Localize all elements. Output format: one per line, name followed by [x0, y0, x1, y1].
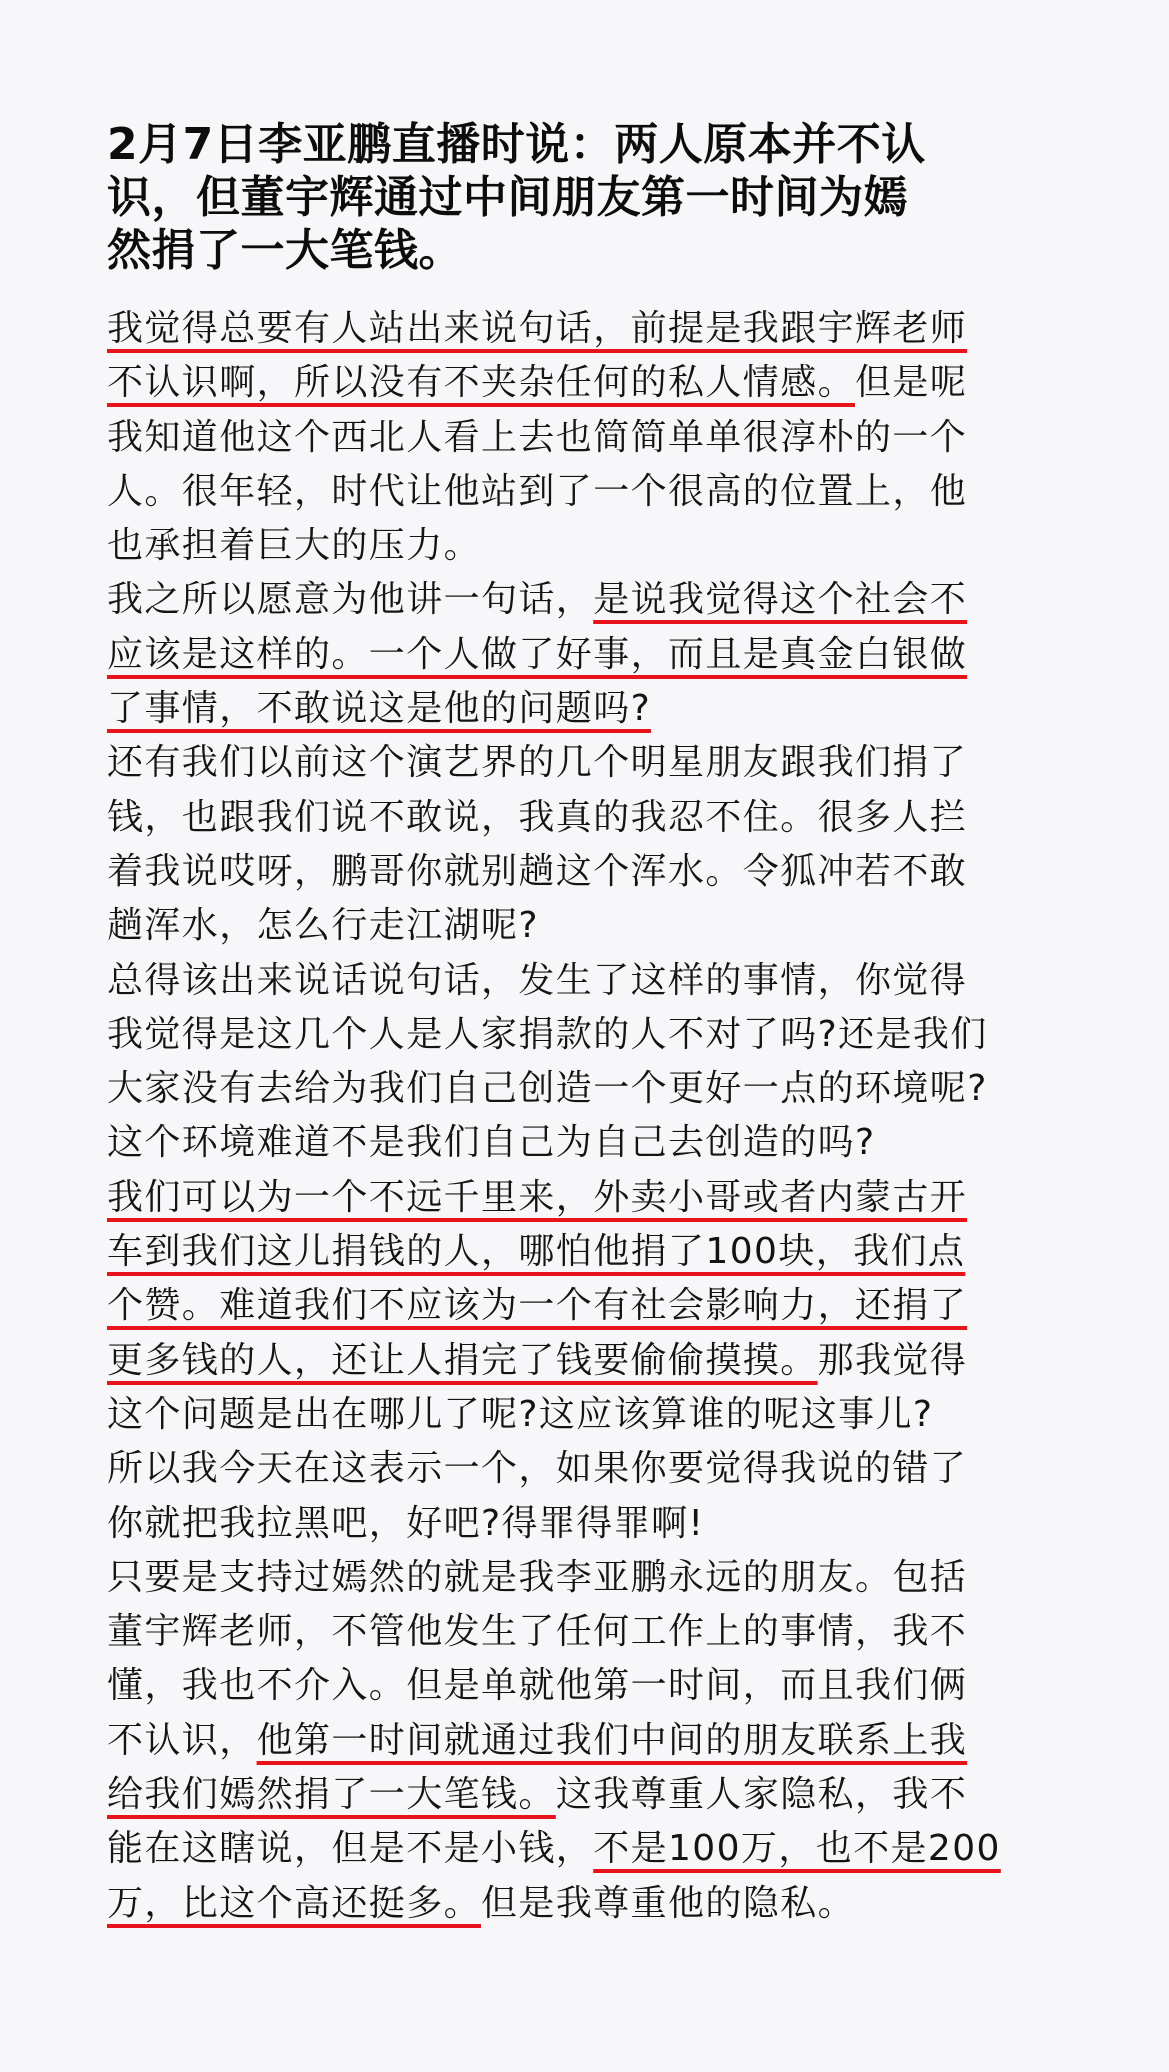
plain-text: 董宇辉老师，不管他发生了任何工作上的事情，我不: [107, 1611, 968, 1653]
text-line: [107, 1659, 1007, 1713]
text-line: [107, 1822, 1007, 1876]
underlined-highlight: 车到我们这儿捐钱的人，哪怕他捐了100块，我们点: [107, 1231, 966, 1273]
text-line: [107, 736, 1007, 790]
title-line: 然捐了一大笔钱。: [107, 225, 463, 276]
text-line: [107, 845, 1007, 899]
underlined-highlight: 给我们嫣然捐了一大笔钱。: [107, 1774, 556, 1816]
plain-text: 不认识，: [107, 1719, 257, 1761]
plain-text: 大家没有去给为我们自己创造一个更好一点的环境呢?: [107, 1068, 988, 1110]
text-line: [107, 519, 1007, 573]
plain-text: 但是呢: [855, 362, 968, 404]
underlined-highlight: 他第一时间就通过我们中间的朋友联系上我: [256, 1719, 968, 1761]
title-line: 识，但董宇辉通过中间朋友第一时间为嫣: [107, 172, 908, 223]
plain-text: 着我说哎呀，鹏哥你就别趟这个浑水。令狐冲若不敢: [107, 850, 968, 892]
plain-text: 我知道他这个西北人看上去也简简单单很淳朴的一个: [107, 416, 968, 458]
text-line: [107, 899, 1007, 953]
underlined-highlight: 万，比这个高还挺多。: [107, 1882, 482, 1924]
underlined-highlight: 更多钱的人，还让人捐完了钱要偷偷摸摸。: [107, 1339, 818, 1381]
plain-text: 你就把我拉黑吧，好吧?得罪得罪啊!: [107, 1502, 705, 1544]
text-line: [107, 356, 1007, 410]
text-line: [107, 1116, 1007, 1170]
underlined-highlight: 不认识啊，所以没有不夹杂任何的私人情感。: [107, 362, 856, 404]
text-line: [107, 1551, 1007, 1605]
plain-text: 所以我今天在这表示一个，如果你要觉得我说的错了: [107, 1448, 968, 1490]
plain-text: 还有我们以前这个演艺界的几个明星朋友跟我们捐了: [107, 742, 968, 784]
plain-text: 这个问题是出在哪儿了呢?这应该算谁的呢这事儿?: [107, 1393, 934, 1435]
text-line: [107, 791, 1007, 845]
text-line: [107, 573, 1007, 627]
text-line: [107, 1497, 1007, 1551]
text-line: [107, 465, 1007, 519]
text-line: [107, 1334, 1007, 1388]
text-line: [107, 1605, 1007, 1659]
text-line: [107, 1171, 1007, 1225]
plain-text: 钱，也跟我们说不敢说，我真的我忍不住。很多人拦: [107, 796, 968, 838]
underlined-highlight: 不是100万，也不是200: [593, 1828, 1001, 1870]
plain-text: 能在这瞎说，但是不是小钱，: [107, 1828, 594, 1870]
underlined-highlight: 我觉得总要有人站出来说句话，前提是我跟宇辉老师: [107, 308, 968, 349]
plain-text: 趟浑水，怎么行走江湖呢?: [107, 905, 539, 947]
underlined-highlight: 应该是这样的。一个人做了好事，而且是真金白银做: [107, 633, 968, 675]
text-line: [107, 682, 1007, 736]
underlined-highlight: 我们可以为一个不远千里来，外卖小哥或者内蒙古开: [107, 1176, 968, 1218]
plain-text: 这个环境难道不是我们自己为自己去创造的吗?: [107, 1122, 876, 1164]
text-line: [107, 1768, 1007, 1822]
plain-text: 那我觉得: [817, 1339, 968, 1381]
text-line: [107, 302, 1007, 356]
text-line: [107, 954, 1007, 1008]
plain-text: 我之所以愿意为他讲一句话，: [107, 579, 594, 621]
text-line: [107, 1877, 1007, 1931]
plain-text: 总得该出来说话说句话，发生了这样的事情，你觉得: [107, 959, 968, 1001]
plain-text: 人。很年轻，时代让他站到了一个很高的位置上，他: [107, 470, 968, 512]
plain-text: 只要是支持过嫣然的就是我李亚鹏永远的朋友。包括: [107, 1556, 968, 1598]
title-line: 2月7日李亚鹏直播时说：两人原本并不认: [107, 119, 926, 170]
underlined-highlight: 是说我觉得这个社会不: [593, 579, 968, 621]
text-line: [107, 1442, 1007, 1496]
text-line: [107, 628, 1007, 682]
plain-text: 懂，我也不介入。但是单就他第一时间，而且我们俩: [107, 1665, 968, 1707]
plain-text: 这我尊重人家隐私，我不: [555, 1774, 968, 1816]
underlined-highlight: 个赞。难道我们不应该为一个有社会影响力，还捐了: [107, 1285, 968, 1327]
plain-text: 也承担着巨大的压力。: [107, 525, 482, 567]
plain-text: 我觉得是这几个人是人家捐款的人不对了吗?还是我们: [107, 1013, 988, 1055]
plain-text: 但是我尊重他的隐私。: [481, 1882, 856, 1924]
underlined-highlight: 了事情，不敢说这是他的问题吗?: [107, 688, 652, 730]
article-title: [107, 118, 1007, 277]
text-line: [107, 1225, 1007, 1279]
text-line: [107, 1062, 1007, 1116]
text-line: [107, 1008, 1007, 1062]
text-line: [107, 411, 1007, 465]
text-line: [107, 1279, 1007, 1333]
text-line: [107, 1388, 1007, 1442]
text-line: [107, 1714, 1007, 1768]
quote-body: [107, 302, 1007, 1931]
